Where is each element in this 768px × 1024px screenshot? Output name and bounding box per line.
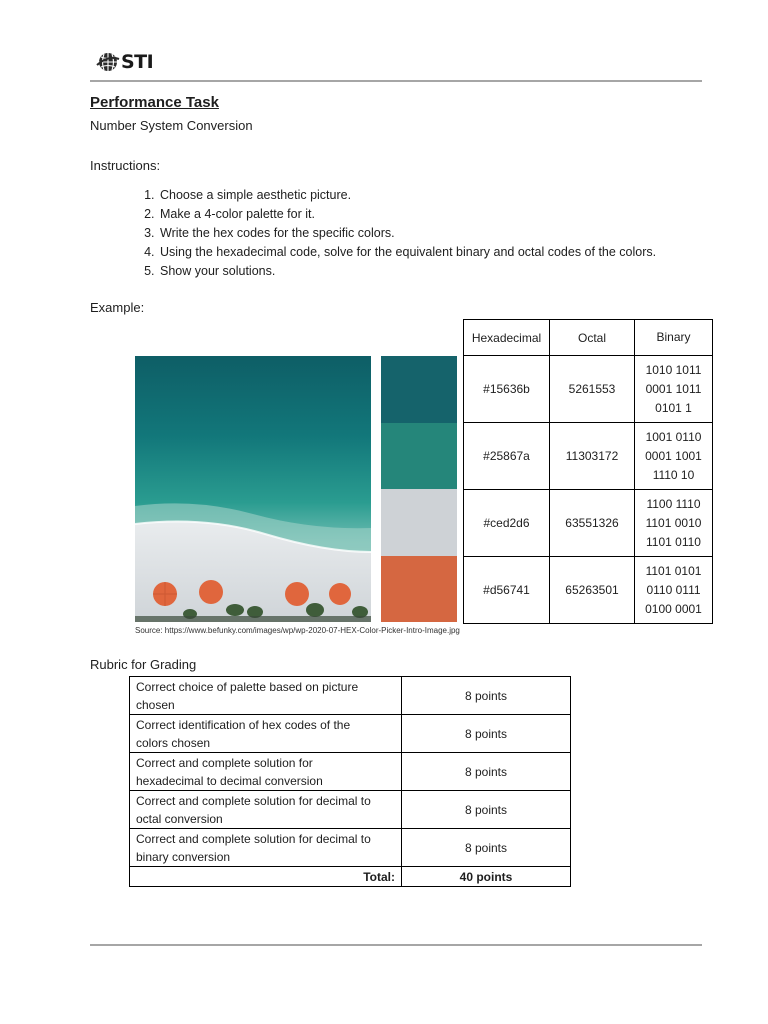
hex-cell: #25867a	[464, 423, 550, 490]
beach-photo	[135, 356, 371, 622]
logo-text: STI	[121, 51, 154, 73]
criterion-line: octal conversion	[136, 811, 223, 826]
binary-line: 1001 0110	[645, 429, 702, 444]
binary-cell	[635, 490, 713, 557]
hex-cell: #d56741	[464, 557, 550, 624]
palette-swatch	[381, 356, 457, 423]
binary-cell	[635, 557, 713, 624]
binary-line: 1101 0110	[646, 534, 701, 549]
criterion-line: binary conversion	[136, 849, 231, 864]
criterion-line: Correct and complete solution for	[136, 755, 313, 770]
instruction-item: 3. Write the hex codes for the specific colors.	[158, 224, 656, 243]
color-palette	[381, 356, 457, 622]
column-header: Octal	[550, 320, 635, 356]
rubric-row	[130, 829, 571, 867]
rubric-row	[130, 715, 571, 753]
table-header-row	[464, 320, 713, 356]
criterion-line: colors chosen	[136, 735, 211, 750]
binary-line: 0101 1	[655, 400, 692, 415]
binary-line: 1101 0010	[645, 515, 702, 530]
column-header: Binary	[635, 320, 713, 356]
instructions-list	[135, 186, 656, 281]
rubric-criterion	[130, 677, 402, 715]
palette-swatch	[381, 489, 457, 556]
example-label: Example:	[90, 300, 145, 315]
criterion-line: Correct and complete solution for decimal to	[136, 831, 371, 846]
rubric-points: 8 points	[402, 829, 571, 867]
binary-line: 1110 10	[652, 467, 695, 482]
rubric-points: 8 points	[402, 715, 571, 753]
sti-logo	[96, 49, 153, 75]
rubric-label: Rubric for Grading	[90, 657, 197, 672]
rubric-criterion	[130, 753, 402, 791]
rubric-criterion	[130, 791, 402, 829]
binary-line: 1101 0101	[645, 563, 702, 578]
rubric-row	[130, 791, 571, 829]
instruction-item: 5. Show your solutions.	[158, 262, 656, 281]
rubric-criterion	[130, 715, 402, 753]
table-row	[464, 557, 713, 624]
criterion-line: Correct choice of palette based on picture	[136, 679, 359, 694]
binary-line: 0001 1011	[645, 381, 702, 396]
globe-icon	[96, 51, 120, 73]
palette-swatch	[381, 556, 457, 623]
binary-line: 0100 0001	[645, 601, 702, 616]
binary-cell	[635, 356, 713, 423]
binary-line: 0001 1001	[645, 448, 702, 463]
instruction-item: 4. Using the hexadecimal code, solve for the equivalent binary and octal codes of the colors.	[158, 243, 656, 262]
image-source-caption: Source: https://www.befunky.com/images/wp/wp-2020-07-HEX-Color-Picker-Intro-Image.jpg	[135, 626, 460, 635]
total-value: 40 points	[402, 867, 571, 887]
column-header: Hexadecimal	[464, 320, 550, 356]
binary-line: 0110 0111	[646, 582, 701, 597]
binary-line: 1100 1110	[646, 496, 701, 511]
criterion-line: chosen	[136, 697, 175, 712]
color-code-table	[463, 319, 713, 624]
hex-cell: #ced2d6	[464, 490, 550, 557]
rubric-points: 8 points	[402, 791, 571, 829]
rubric-row	[130, 677, 571, 715]
instruction-item: 1. Choose a simple aesthetic picture.	[158, 186, 656, 205]
rubric-points: 8 points	[402, 677, 571, 715]
octal-cell: 5261553	[550, 356, 635, 423]
rubric-criterion	[130, 829, 402, 867]
criterion-line: Correct identification of hex codes of the	[136, 717, 351, 732]
instructions-label: Instructions:	[90, 158, 161, 173]
rubric-table	[129, 676, 571, 887]
table-row	[464, 356, 713, 423]
binary-cell	[635, 423, 713, 490]
header-divider	[90, 80, 702, 82]
octal-cell: 63551326	[550, 490, 635, 557]
palette-swatch	[381, 423, 457, 490]
footer-divider	[90, 944, 702, 946]
page-subtitle: Number System Conversion	[90, 118, 253, 133]
octal-cell: 11303172	[550, 423, 635, 490]
rubric-row	[130, 753, 571, 791]
table-row	[464, 490, 713, 557]
criterion-line: hexadecimal to decimal conversion	[136, 773, 323, 788]
rubric-points: 8 points	[402, 753, 571, 791]
instruction-item: 2. Make a 4-color palette for it.	[158, 205, 656, 224]
rubric-total-row	[130, 867, 571, 887]
binary-line: 1010 1011	[645, 362, 702, 377]
octal-cell: 65263501	[550, 557, 635, 624]
total-label: Total:	[130, 867, 402, 887]
page-title: Performance Task	[90, 94, 219, 111]
hex-cell: #15636b	[464, 356, 550, 423]
criterion-line: Correct and complete solution for decimal to	[136, 793, 371, 808]
table-row	[464, 423, 713, 490]
